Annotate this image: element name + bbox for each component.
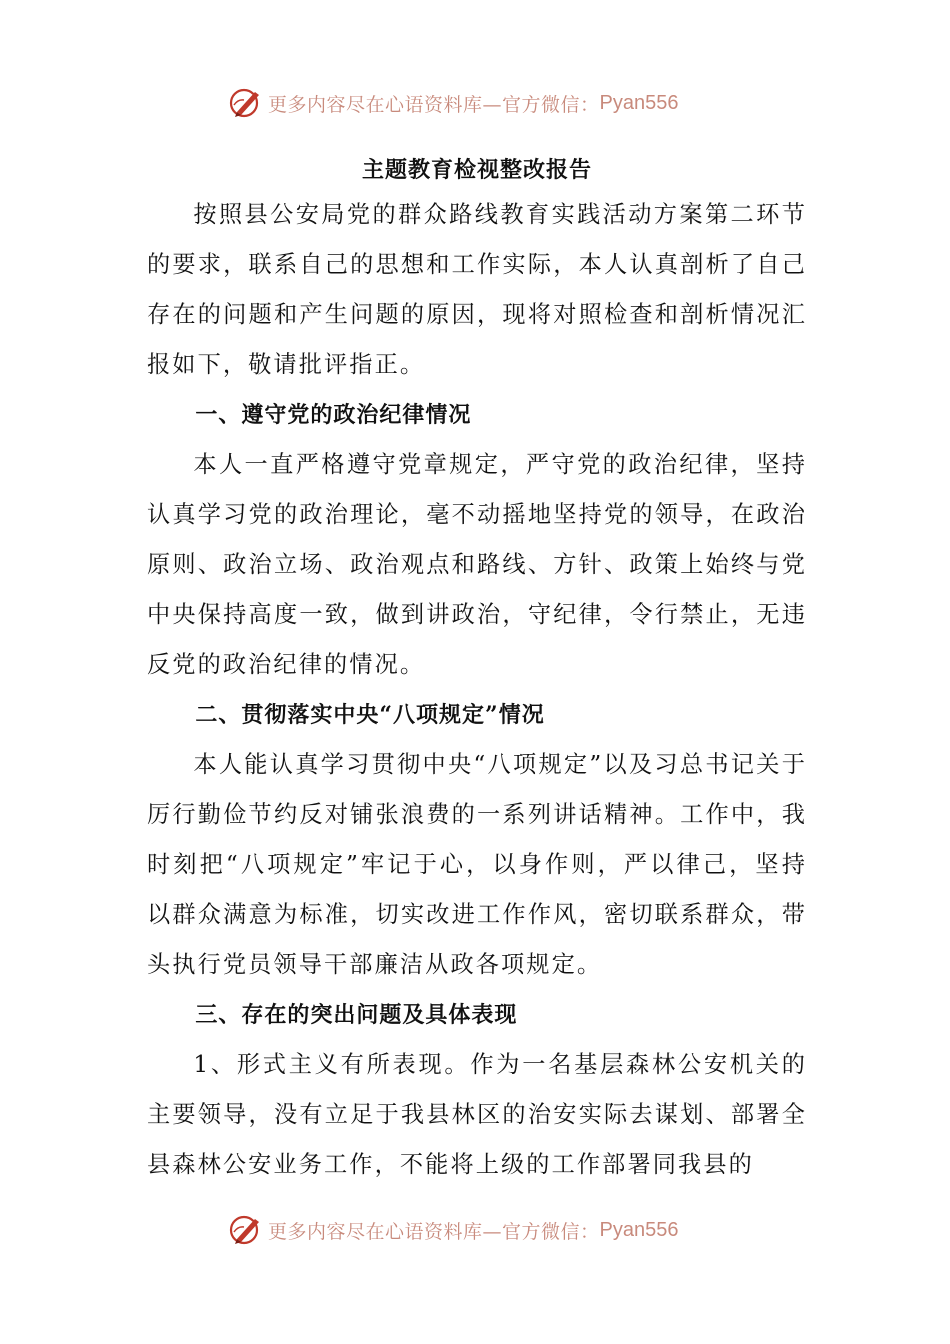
watermark-wechat-id: Pyan556 bbox=[599, 91, 679, 114]
document-body bbox=[147, 150, 807, 1190]
watermark-text: 更多内容尽在心语资料库—官方微信： bbox=[268, 1220, 600, 1243]
section-paragraph: 1、形式主义有所表现。作为一名基层森林公安机关的主要领导，没有立足于我县林区的治安实际去谋划、部署全县森林公安业务工作，不能将上级的工作部署同我县的 bbox=[147, 1051, 807, 1178]
watermark-banner-bottom bbox=[0, 1210, 950, 1250]
section-heading: 一、遵守党的政治纪律情况 bbox=[195, 402, 472, 428]
section-heading: 三、存在的突出问题及具体表现 bbox=[195, 1002, 518, 1028]
pen-logo-icon bbox=[228, 1212, 264, 1248]
pen-logo-icon bbox=[228, 85, 264, 121]
watermark-text: 更多内容尽在心语资料库—官方微信： bbox=[268, 93, 600, 116]
watermark-wechat-id: Pyan556 bbox=[599, 1218, 679, 1241]
section-paragraph: 本人一直严格遵守党章规定，严守党的政治纪律，坚持认真学习党的政治理论，毫不动摇地坚持党的领导，在政治原则、政治立场、政治观点和路线、方针、政策上始终与党中央保持高度一致，做到讲政治，守纪律，令行禁止，无违反党的政治纪律的情况。 bbox=[147, 451, 807, 678]
document-title: 主题教育检视整改报告 bbox=[361, 157, 592, 183]
watermark-banner-top bbox=[0, 83, 950, 123]
intro-paragraph: 按照县公安局党的群众路线教育实践活动方案第二环节的要求，联系自己的思想和工作实际，本人认真剖析了自己存在的问题和产生问题的原因，现将对照检查和剖析情况汇报如下，敬请批评指正。 bbox=[147, 201, 807, 378]
section-heading: 二、贯彻落实中央“八项规定”情况 bbox=[195, 702, 545, 728]
section-paragraph: 本人能认真学习贯彻中央“八项规定”以及习总书记关于厉行勤俭节约反对铺张浪费的一系列讲话精神。工作中，我时刻把“八项规定”牢记于心，以身作则，严以律己，坚持以群众满意为标准，切实改进工作作风，密切联系群众，带头执行党员领导干部廉洁从政各项规定。 bbox=[147, 751, 807, 978]
